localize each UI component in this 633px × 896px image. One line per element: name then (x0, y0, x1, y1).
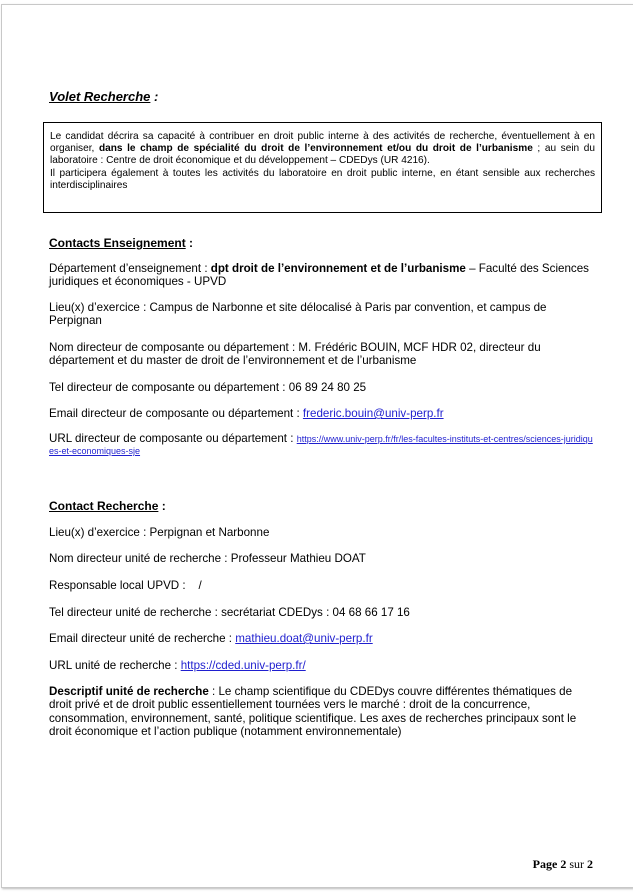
enseignement-email-link[interactable]: frederic.bouin@univ-perp.fr (302, 407, 444, 420)
volet-recherche-colon: : (150, 89, 159, 104)
recherche-email-link[interactable]: mathieu.doat@univ-perp.fr (235, 632, 373, 645)
box-paragraph-2: Il participera également à toutes les activités du laboratoire en droit public interne, en étant sensible aux recherches interdisciplinaires (50, 167, 595, 191)
box-p1-a: Le candidat décrira sa capacité à contribuer en droit public interne à des activités de recherche, éventuellement à en organiser, (50, 131, 595, 155)
recherche-lieu: Lieu(x) d’exercice : Perpignan et Narbonne (49, 526, 270, 539)
volet-recherche-title: Volet Recherche (49, 89, 151, 104)
document-page (1, 4, 633, 888)
recherche-directeur-tel: Tel directeur unité de recherche : secrétariat CDEDys : 04 68 66 17 16 (49, 606, 410, 619)
contacts-enseignement-colon: : (185, 236, 194, 250)
recherche-unite-url (49, 659, 597, 672)
descriptif-label: Descriptif unité de recherche (49, 685, 209, 698)
box-p1-c: ; au sein du laboratoire : Centre de droit économique et du développement – CDEDys (UR 4216). (50, 143, 595, 167)
recherche-url-link[interactable]: https://cded.univ-perp.fr/ (180, 659, 306, 672)
enseignement-directeur-nom: Nom directeur de composante ou département : M. Frédéric BOUIN, MCF HDR 02, directeur du département et du master de droit de l’environnement et de l’urbanisme (49, 341, 541, 368)
enseignement-directeur-tel: Tel directeur de composante ou département : 06 89 24 80 25 (49, 381, 367, 394)
contacts-enseignement-heading (49, 236, 193, 250)
footer-sur: sur (566, 857, 587, 871)
recherche-directeur-email (49, 632, 597, 645)
footer-page-total: 2 (587, 857, 593, 871)
enseignement-url-link[interactable]: https://www.univ-perp.fr/fr/les-facultes-instituts-et-centres/sciences-juridiques-et-economiques-sje (49, 434, 593, 456)
descriptif-text: : Le champ scientifique du CDEDys couvre différentes thématiques de droit privé et de droit public essentiellement tournées vers le marché : droit de la concurrence, consommation, environnement, santé, politique scientifique. Les axes de recherches principaux sont le droit économique et l’action publique (notamment environnementale) (49, 685, 577, 739)
enseignement-directeur-url (49, 433, 597, 457)
contact-recherche-title: Contact Recherche (49, 499, 159, 513)
enseignement-lieu: Lieu(x) d’exercice : Campus de Narbonne et site délocalisé à Paris par convention, et campus de Perpignan (49, 301, 547, 328)
footer-page-word: Page (532, 857, 561, 871)
recherche-unite-descriptif (49, 685, 597, 739)
volet-recherche-heading (49, 89, 158, 104)
recherche-url-label: URL unité de recherche : (49, 659, 181, 672)
contacts-enseignement-title: Contacts Enseignement (49, 236, 186, 250)
departement-label: Département d’enseignement : (49, 262, 211, 275)
contact-recherche-heading (49, 499, 166, 513)
recherche-description-box (43, 122, 602, 213)
footer-page-number: 2 (560, 857, 567, 871)
enseignement-directeur-email (49, 407, 597, 420)
enseignement-url-label: URL directeur de composante ou département : (49, 432, 297, 445)
departement-enseignement (49, 262, 597, 289)
page-footer (533, 857, 593, 872)
contact-recherche-colon: : (158, 499, 166, 513)
recherche-responsable-local: Responsable local UPVD : / (49, 579, 202, 592)
box-paragraph-1 (50, 131, 595, 168)
box-p1-bold: dans le champ de spécialité du droit de l’environnement et/ou du droit de l’urbanisme (98, 143, 533, 155)
recherche-email-label: Email directeur unité de recherche : (49, 632, 236, 645)
departement-rest: – Faculté des Sciences juridiques et économiques - UPVD (49, 262, 589, 289)
enseignement-email-label: Email directeur de composante ou département : (49, 407, 303, 420)
recherche-directeur-nom: Nom directeur unité de recherche : Professeur Mathieu DOAT (49, 552, 366, 565)
departement-name: dpt droit de l’environnement et de l’urbanisme (210, 262, 466, 275)
